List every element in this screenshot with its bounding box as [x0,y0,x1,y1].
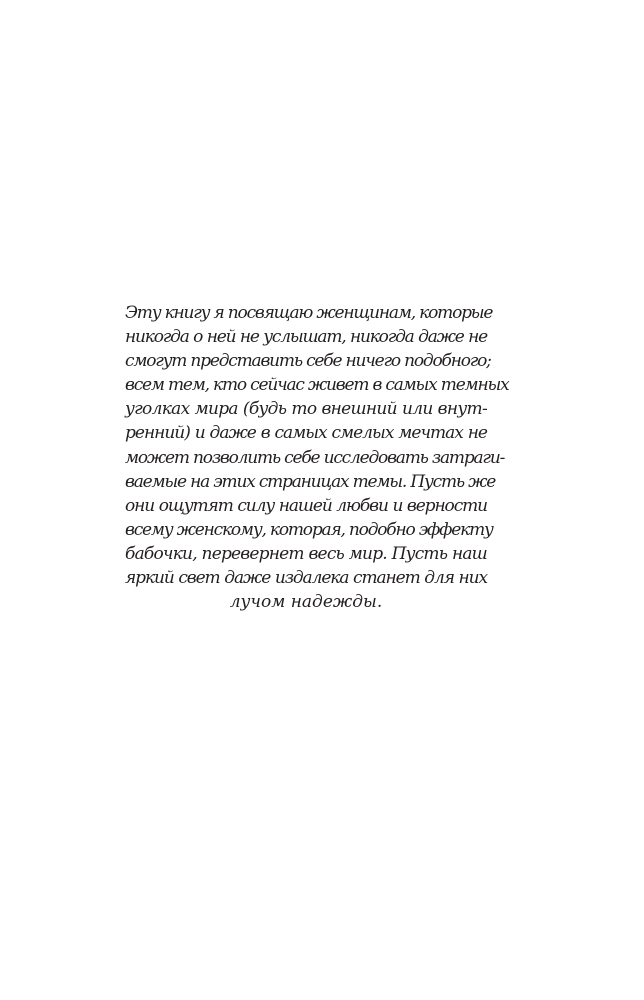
dedication-line: Эту книгу я посвящаю женщинам, которые [125,303,493,323]
dedication-line: бабочки, перевернет весь мир. Пусть наш [125,543,487,564]
dedication-line: всему женскому, которая, подобно эффекту [125,519,493,540]
dedication-line: всем тем, кто сейчас живет в самых темных [125,375,509,396]
dedication-line: никогда о ней не услышат, никогда даже не [125,327,487,348]
dedication-line: ренний) и даже в самых смелых мечтах не [125,423,487,444]
dedication-line: лучом надежды. [229,592,383,613]
dedication-line: смогут представить себе ничего подобного; [125,351,491,372]
dedication-line: ваемые на этих страницах темы. Пусть же [125,471,496,492]
dedication-text [125,301,509,614]
dedication-line: они ощутят силу нашей любви и верности [125,495,487,516]
dedication-line: уголках мира (будь то внешний или внут- [125,399,487,420]
dedication-line: яркий свет даже издалека станет для них [125,568,487,589]
dedication-line: может позволить себе исследовать затраги- [125,447,505,468]
